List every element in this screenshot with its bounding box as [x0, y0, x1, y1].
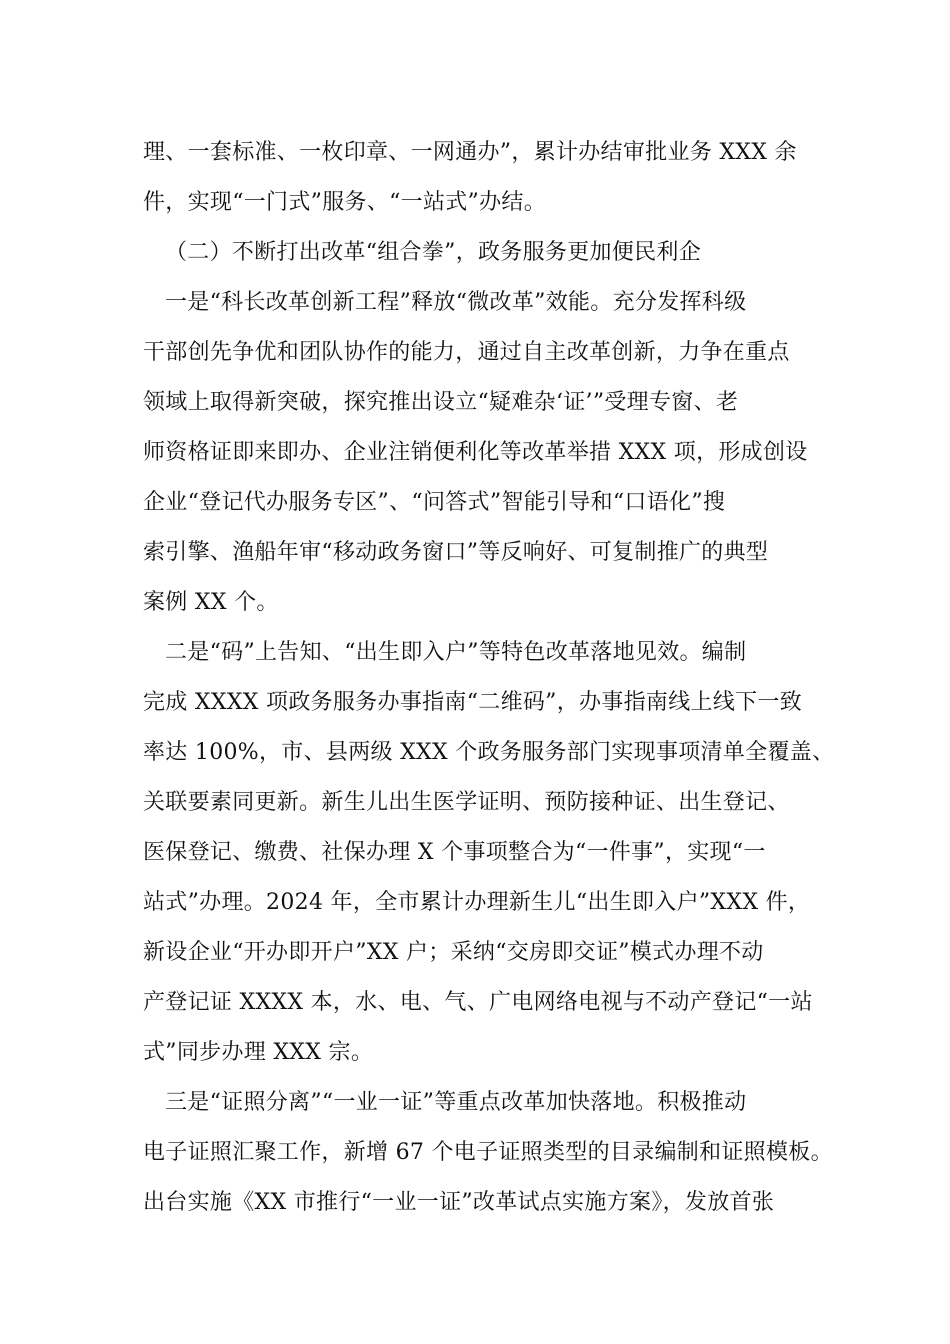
document-body [143, 128, 835, 1228]
text-line: 完成 XXXX 项政务服务办事指南“二维码”，办事指南线上线下一致 [143, 690, 803, 715]
text-line: 领域上取得新突破，探究推出设立“疑难杂‘证’”受理专窗、老 [143, 390, 739, 415]
text-line: 索引擎、渔船年审“移动政务窗口”等反响好、可复制推广的典型 [143, 540, 769, 565]
text-line: 关联要素同更新。新生儿出生医学证明、预防接种证、出生登记、 [143, 790, 790, 815]
text-line: 案例 XX 个。 [143, 590, 279, 615]
paragraph-start-line: 二是“码”上告知、“出生即入户”等特色改革落地见效。编制 [165, 640, 747, 665]
text-line: 件，实现“一门式”服务、“一站式”办结。 [143, 190, 546, 215]
paragraph-start-line: 三是“证照分离”“一业一证”等重点改革加快落地。积极推动 [165, 1090, 747, 1115]
text-line: 产登记证 XXXX 本，水、电、气、广电网络电视与不动产登记“一站 [143, 990, 813, 1015]
text-line: 干部创先争优和团队协作的能力，通过自主改革创新，力争在重点 [143, 340, 790, 365]
text-line: 企业“登记代办服务专区”、“问答式”智能引导和“口语化”搜 [143, 490, 726, 515]
text-line: 新设企业“开办即开户”XX 户；采纳“交房即交证”模式办理不动 [143, 940, 764, 965]
text-line: 医保登记、缴费、社保办理 X 个事项整合为“一件事”，实现“一 [143, 840, 766, 865]
text-line: 出台实施《XX 市推行“一业一证”改革试点实施方案》，发放首张 [143, 1190, 775, 1215]
text-line: 站式”办理。2024 年，全市累计办理新生儿“出生即入户”XXX 件， [143, 890, 811, 915]
text-line: 理、一套标准、一枚印章、一网通办”，累计办结审批业务 XXX 余 [143, 140, 797, 165]
text-line: 式”同步办理 XXX 宗。 [143, 1040, 374, 1065]
text-line: 电子证照汇聚工作，新增 67 个电子证照类型的目录编制和证照模板。 [143, 1140, 833, 1165]
paragraph-start-line: 一是“科长改革创新工程”释放“微改革”效能。充分发挥科级 [165, 290, 747, 315]
section-heading: （二）不断打出改革“组合拳”，政务服务更加便民利企 [165, 240, 701, 265]
text-line: 率达 100%，市、县两级 XXX 个政务服务部门实现事项清单全覆盖、 [143, 740, 835, 765]
text-line: 师资格证即来即办、企业注销便利化等改革举措 XXX 项，形成创设 [143, 440, 808, 465]
